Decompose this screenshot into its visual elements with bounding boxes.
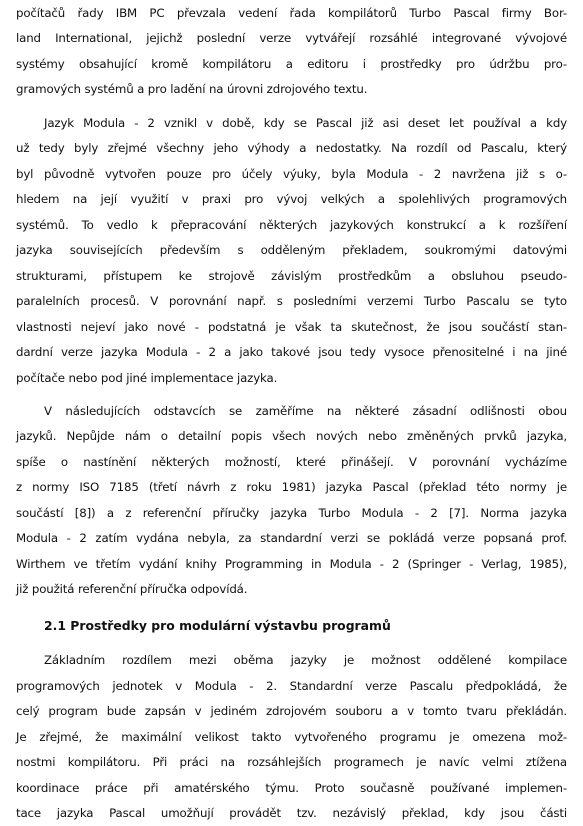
text-line: z normy ISO 7185 (třetí návrh z roku 1981) jazyka Pascal (překlad této normy je bbox=[16, 480, 567, 494]
text-line: již použitá referenční příručka odpovídá. bbox=[16, 582, 248, 596]
text-line: součástí [8]) a z referenční příručky jazyka Turbo Modula - 2 [7]. Norma jazyka bbox=[16, 506, 567, 520]
text-line: Modula - 2 zatím vydána nebyla, za standardní verzi se pokládá verze popsaná prof. bbox=[16, 531, 567, 545]
text-line: tace jazyka Pascal umožňují provádět tzv. nezávislý překlad, kdy jsou části bbox=[16, 806, 567, 820]
text-line: počítače nebo pod jiné implementace jazyka. bbox=[16, 371, 278, 385]
text-line: hledem na její využití v praxi pro vývoj velkých a spolehlivých programových bbox=[16, 192, 567, 206]
text-line: celý program bude zapsán v jediném zdrojovém souboru a v tomto tvaru překládán. bbox=[16, 704, 567, 718]
text-line: strukturami, přístupem ke strojově závislým prostředkům a obsluhou pseudo- bbox=[16, 269, 567, 283]
text-line: byl původně vytvořen pouze pro účely výuky, byla Modula - 2 navržena již s o- bbox=[16, 167, 567, 181]
text-line: spíše o nastínění některých možností, které přinášejí. V porovnání vycházíme bbox=[16, 455, 567, 469]
text-line: Wirthem ve třetím vydání knihy Programming in Modula - 2 (Springer - Verlag, 1985), bbox=[16, 557, 567, 571]
text-line: jazyků. Nepůjde nám o detailní popis všech nových nebo změněných prvků jazyka, bbox=[16, 429, 567, 443]
text-line: vlastnosti nejeví jako nové - podstatná je však ta skutečnost, že jsou součástí stan- bbox=[16, 320, 567, 334]
text-line: land International, jejichž poslední verze vytvářejí rozsáhlé integrované vývojové bbox=[16, 31, 567, 45]
text-line: paralelních procesů. V porovnání např. s posledními verzemi Turbo Pascalu se tyto bbox=[16, 294, 567, 308]
text-line: dardní verze jazyka Modula - 2 a jako takové jsou tedy vysoce přenositelné i na jiné bbox=[16, 345, 567, 359]
text-line: V následujících odstavcích se zaměříme na některé zásadní odlišnosti obou bbox=[44, 404, 567, 418]
text-line: nostmi kompilátoru. Při práci na rozsáhlejších programech je navíc velmi ztížena bbox=[16, 755, 567, 769]
text-line: systémů. To vedlo k přepracování některých jazykových konstrukcí a k rozšíření bbox=[16, 218, 567, 232]
text-line: počítačů řady IBM PC převzala vedení řada kompilátorů Turbo Pascal firmy Bor- bbox=[16, 6, 567, 20]
text-line: už tedy byly zřejmé všechny jeho výhody a nedostatky. Na rozdíl od Pascalu, který bbox=[16, 141, 567, 155]
section-heading: 2.1 Prostředky pro modulární výstavbu programů bbox=[44, 618, 391, 633]
text-line: jazyka souvisejících především s odděleným překladem, soukromými datovými bbox=[16, 243, 567, 257]
text-line: programových jednotek v Modula - 2. Standardní verze Pascalu předpokládá, že bbox=[16, 679, 567, 693]
text-line: Základním rozdílem mezi oběma jazyky je možnost oddělené kompilace bbox=[44, 653, 567, 667]
text-line: koordinace práce při amatérského týmu. Proto současně používané implemen- bbox=[16, 781, 567, 795]
text-line: Je zřejmé, že maximální velikost takto vytvořeného programu je omezena mož- bbox=[16, 730, 567, 744]
text-line: Jazyk Modula - 2 vznikl v době, kdy se Pascal již asi deset let používal a kdy bbox=[44, 116, 567, 130]
text-line: gramových systémů a pro ladění na úrovni zdrojového textu. bbox=[16, 82, 368, 96]
text-line: systémy obsahující kromě kompilátoru a editoru i prostředky pro údržbu pro- bbox=[16, 57, 567, 71]
